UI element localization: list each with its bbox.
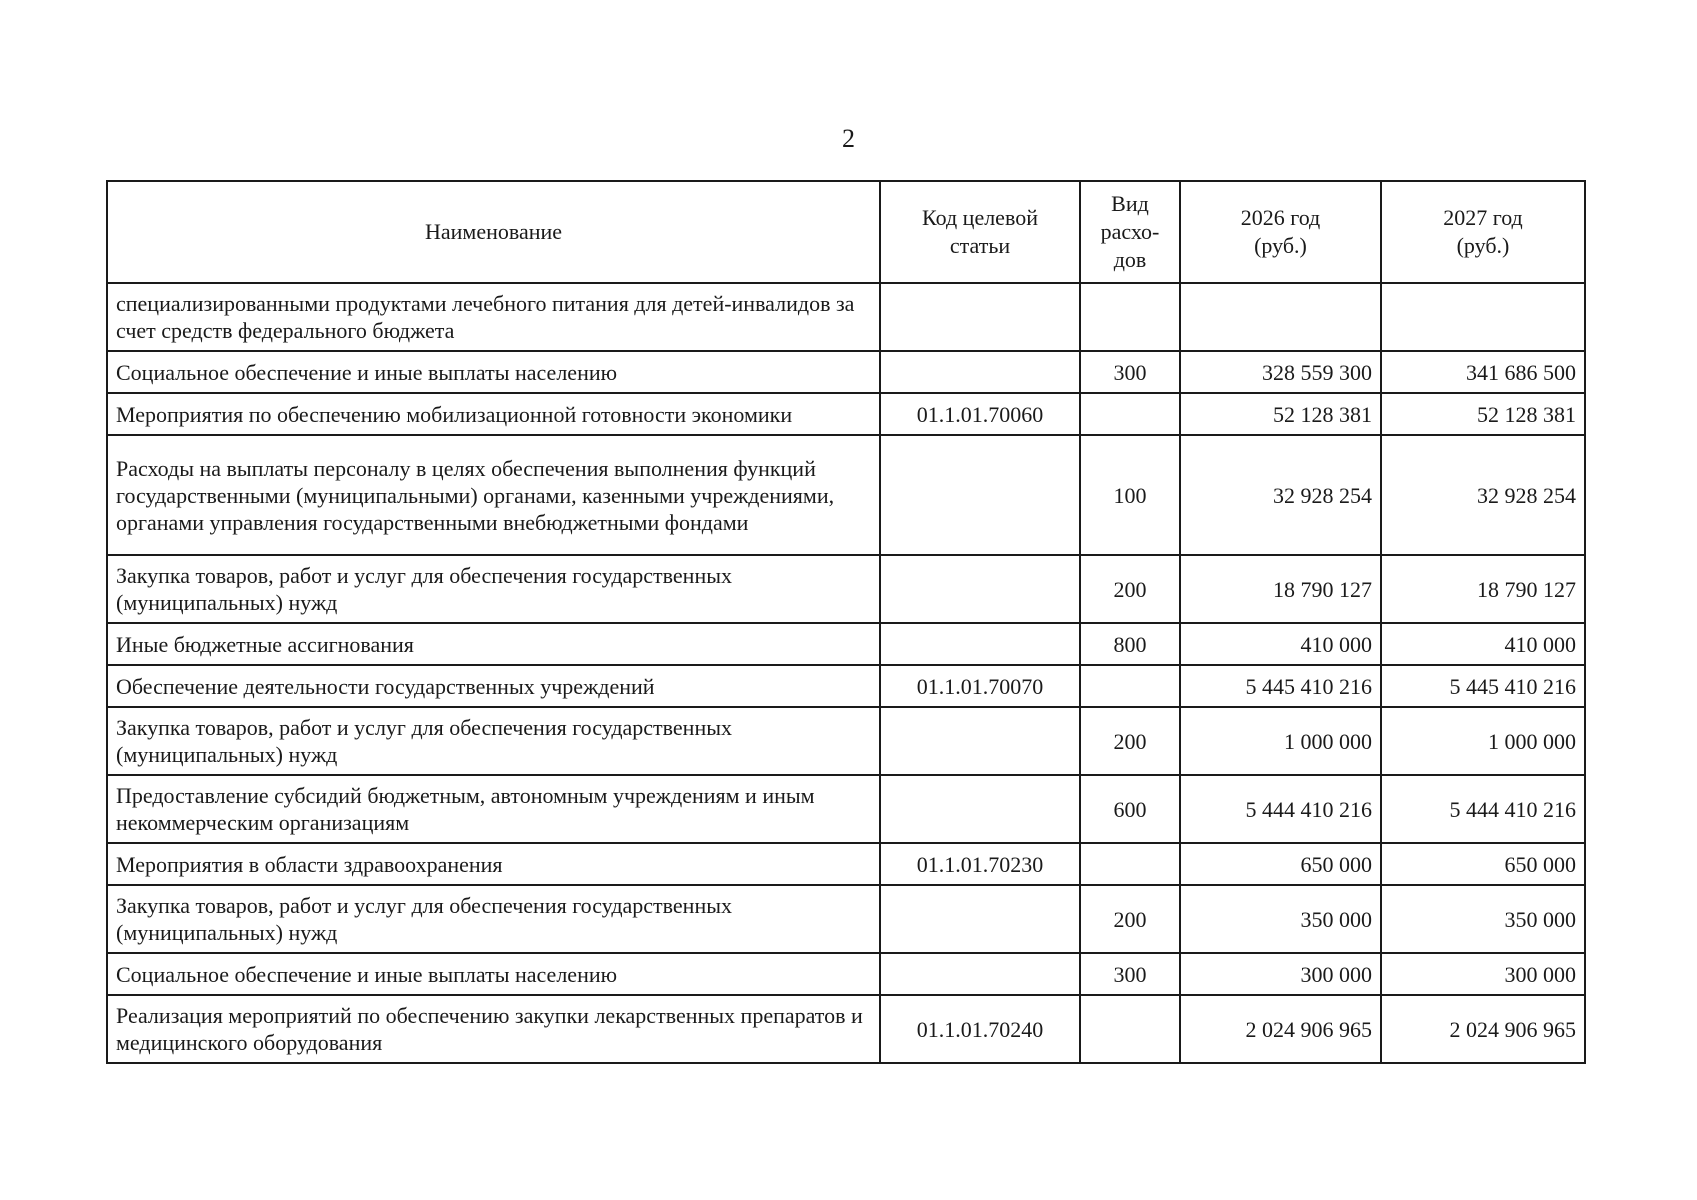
row-2027: 2 024 906 965 bbox=[1381, 995, 1585, 1063]
row-name: Закупка товаров, работ и услуг для обеспечения государственных (муниципальных) нужд bbox=[107, 707, 880, 775]
table-row bbox=[107, 885, 1585, 953]
row-2027: 5 444 410 216 bbox=[1381, 775, 1585, 843]
row-2027: 410 000 bbox=[1381, 623, 1585, 665]
row-2026: 410 000 bbox=[1180, 623, 1381, 665]
row-2027: 300 000 bbox=[1381, 953, 1585, 995]
row-2027: 350 000 bbox=[1381, 885, 1585, 953]
row-kind bbox=[1080, 283, 1180, 351]
row-code: 01.1.01.70230 bbox=[880, 843, 1080, 885]
header-name: Наименование bbox=[107, 181, 880, 283]
row-code bbox=[880, 953, 1080, 995]
row-2026: 328 559 300 bbox=[1180, 351, 1381, 393]
table-row bbox=[107, 843, 1585, 885]
row-2027: 341 686 500 bbox=[1381, 351, 1585, 393]
row-kind bbox=[1080, 843, 1180, 885]
header-2027: 2027 год (руб.) bbox=[1381, 181, 1585, 283]
row-2026: 18 790 127 bbox=[1180, 555, 1381, 623]
row-2026: 650 000 bbox=[1180, 843, 1381, 885]
table-row bbox=[107, 393, 1585, 435]
row-code bbox=[880, 351, 1080, 393]
table-row bbox=[107, 707, 1585, 775]
table-row bbox=[107, 623, 1585, 665]
table-row bbox=[107, 555, 1585, 623]
row-code: 01.1.01.70240 bbox=[880, 995, 1080, 1063]
row-kind bbox=[1080, 393, 1180, 435]
header-code: Код целевой статьи bbox=[880, 181, 1080, 283]
row-kind: 200 bbox=[1080, 885, 1180, 953]
row-kind: 200 bbox=[1080, 555, 1180, 623]
row-name: Предоставление субсидий бюджетным, автономным учреждениям и иным некоммерческим организациям bbox=[107, 775, 880, 843]
row-name: Социальное обеспечение и иные выплаты населению bbox=[107, 953, 880, 995]
row-kind: 300 bbox=[1080, 351, 1180, 393]
row-2027: 52 128 381 bbox=[1381, 393, 1585, 435]
table-row bbox=[107, 283, 1585, 351]
row-2026: 300 000 bbox=[1180, 953, 1381, 995]
table-row bbox=[107, 775, 1585, 843]
row-name: Мероприятия по обеспечению мобилизационной готовности экономики bbox=[107, 393, 880, 435]
row-name: Расходы на выплаты персоналу в целях обеспечения выполнения функций государственными (муниципальными) органами, казенными учреждениями, органами управления государственными внебюджетными фондами bbox=[107, 435, 880, 555]
row-2027: 1 000 000 bbox=[1381, 707, 1585, 775]
row-kind: 800 bbox=[1080, 623, 1180, 665]
row-code bbox=[880, 885, 1080, 953]
table-row bbox=[107, 995, 1585, 1063]
row-2027: 5 445 410 216 bbox=[1381, 665, 1585, 707]
row-kind: 200 bbox=[1080, 707, 1180, 775]
table-row bbox=[107, 351, 1585, 393]
row-code bbox=[880, 623, 1080, 665]
row-2026: 1 000 000 bbox=[1180, 707, 1381, 775]
table-body bbox=[107, 283, 1585, 1063]
table-row bbox=[107, 435, 1585, 555]
row-name: Обеспечение деятельности государственных учреждений bbox=[107, 665, 880, 707]
row-code bbox=[880, 775, 1080, 843]
row-2026: 5 445 410 216 bbox=[1180, 665, 1381, 707]
row-kind: 600 bbox=[1080, 775, 1180, 843]
row-name: Мероприятия в области здравоохранения bbox=[107, 843, 880, 885]
row-kind bbox=[1080, 995, 1180, 1063]
header-2026: 2026 год (руб.) bbox=[1180, 181, 1381, 283]
row-2027 bbox=[1381, 283, 1585, 351]
table-row bbox=[107, 665, 1585, 707]
row-2027: 18 790 127 bbox=[1381, 555, 1585, 623]
table-header-row bbox=[107, 181, 1585, 283]
row-2026: 2 024 906 965 bbox=[1180, 995, 1381, 1063]
row-code: 01.1.01.70070 bbox=[880, 665, 1080, 707]
row-code bbox=[880, 283, 1080, 351]
row-name: Иные бюджетные ассигнования bbox=[107, 623, 880, 665]
row-2026: 32 928 254 bbox=[1180, 435, 1381, 555]
row-name: Социальное обеспечение и иные выплаты населению bbox=[107, 351, 880, 393]
budget-table bbox=[106, 180, 1586, 1064]
row-2026: 5 444 410 216 bbox=[1180, 775, 1381, 843]
row-2026: 350 000 bbox=[1180, 885, 1381, 953]
row-name: Реализация мероприятий по обеспечению закупки лекарственных препаратов и медицинского оборудования bbox=[107, 995, 880, 1063]
row-kind: 300 bbox=[1080, 953, 1180, 995]
row-code bbox=[880, 555, 1080, 623]
row-name: специализированными продуктами лечебного питания для детей-инвалидов за счет средств федерального бюджета bbox=[107, 283, 880, 351]
row-2026 bbox=[1180, 283, 1381, 351]
header-kind: Вид расхо- дов bbox=[1080, 181, 1180, 283]
row-code: 01.1.01.70060 bbox=[880, 393, 1080, 435]
row-kind: 100 bbox=[1080, 435, 1180, 555]
row-2026: 52 128 381 bbox=[1180, 393, 1381, 435]
row-kind bbox=[1080, 665, 1180, 707]
row-2027: 32 928 254 bbox=[1381, 435, 1585, 555]
row-code bbox=[880, 435, 1080, 555]
page-number: 2 bbox=[842, 124, 855, 153]
row-name: Закупка товаров, работ и услуг для обеспечения государственных (муниципальных) нужд bbox=[107, 885, 880, 953]
row-name: Закупка товаров, работ и услуг для обеспечения государственных (муниципальных) нужд bbox=[107, 555, 880, 623]
table-row bbox=[107, 953, 1585, 995]
row-2027: 650 000 bbox=[1381, 843, 1585, 885]
row-code bbox=[880, 707, 1080, 775]
